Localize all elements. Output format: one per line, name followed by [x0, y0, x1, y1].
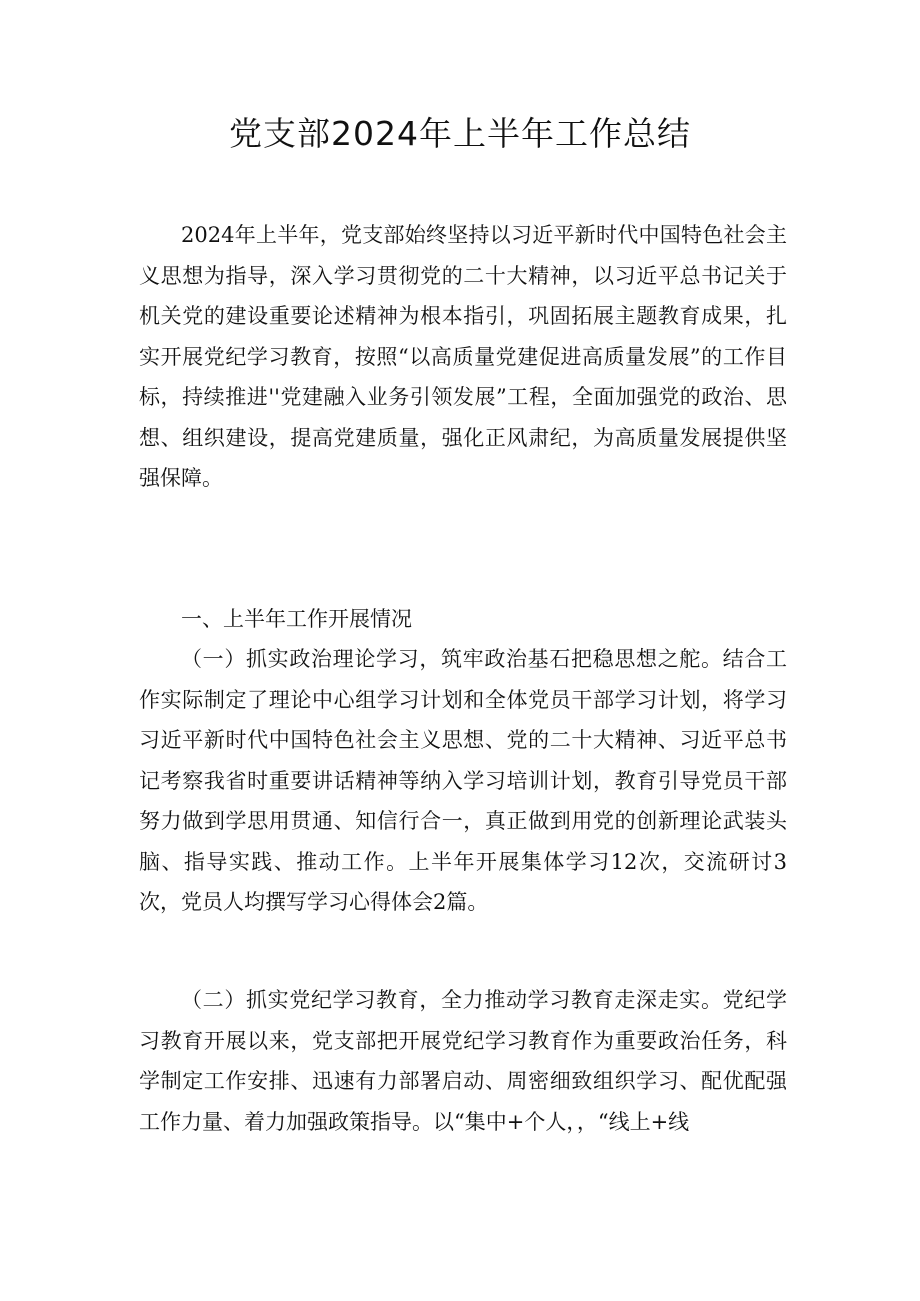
section-heading: 一、上半年工作开展情况 — [181, 607, 412, 631]
item-paragraph-1: （一）抓实政治理论学习，筑牢政治基石把稳思想之舵。结合工作实际制定了理论中心组学习计划和全体党员干部学习计划，将学习习近平新时代中国特色社会主义思想、党的二十大精神、习近平总书记考察我省时重要讲话精神等纳入学习培训计划，教育引导党员干部努力做到学思用贯通、知信行合一，真正做到用党的创新理论武装头脑、指导实践、推动工作。上半年开展集体学习12次，交流研讨3次，党员人均撰写学习心得体会2篇。 — [139, 647, 787, 914]
document-title: 党支部2024年上半年工作总结 — [229, 114, 691, 153]
item-paragraph-2: （二）抓实党纪学习教育，全力推动学习教育走深走实。党纪学习教育开展以来，党支部把开展党纪学习教育作为重要政治任务，科学制定工作安排、迅速有力部署启动、周密细致组织学习、配优配强工作力量、着力加强政策指导。以“集中+个人，，“线上+线 — [139, 988, 787, 1134]
intro-paragraph: 2024年上半年，党支部始终坚持以习近平新时代中国特色社会主义思想为指导，深入学习贯彻党的二十大精神，以习近平总书记关于机关党的建设重要论述精神为根本指引，巩固拓展主题教育成果，扎实开展党纪学习教育，按照“以高质量党建促进高质量发展”的工作目标，持续推进''党建融入业务引领发展”工程，全面加强党的政治、思想、组织建设，提高党建质量，强化正风肃纪，为高质量发展提供坚强保障。 — [139, 223, 787, 490]
